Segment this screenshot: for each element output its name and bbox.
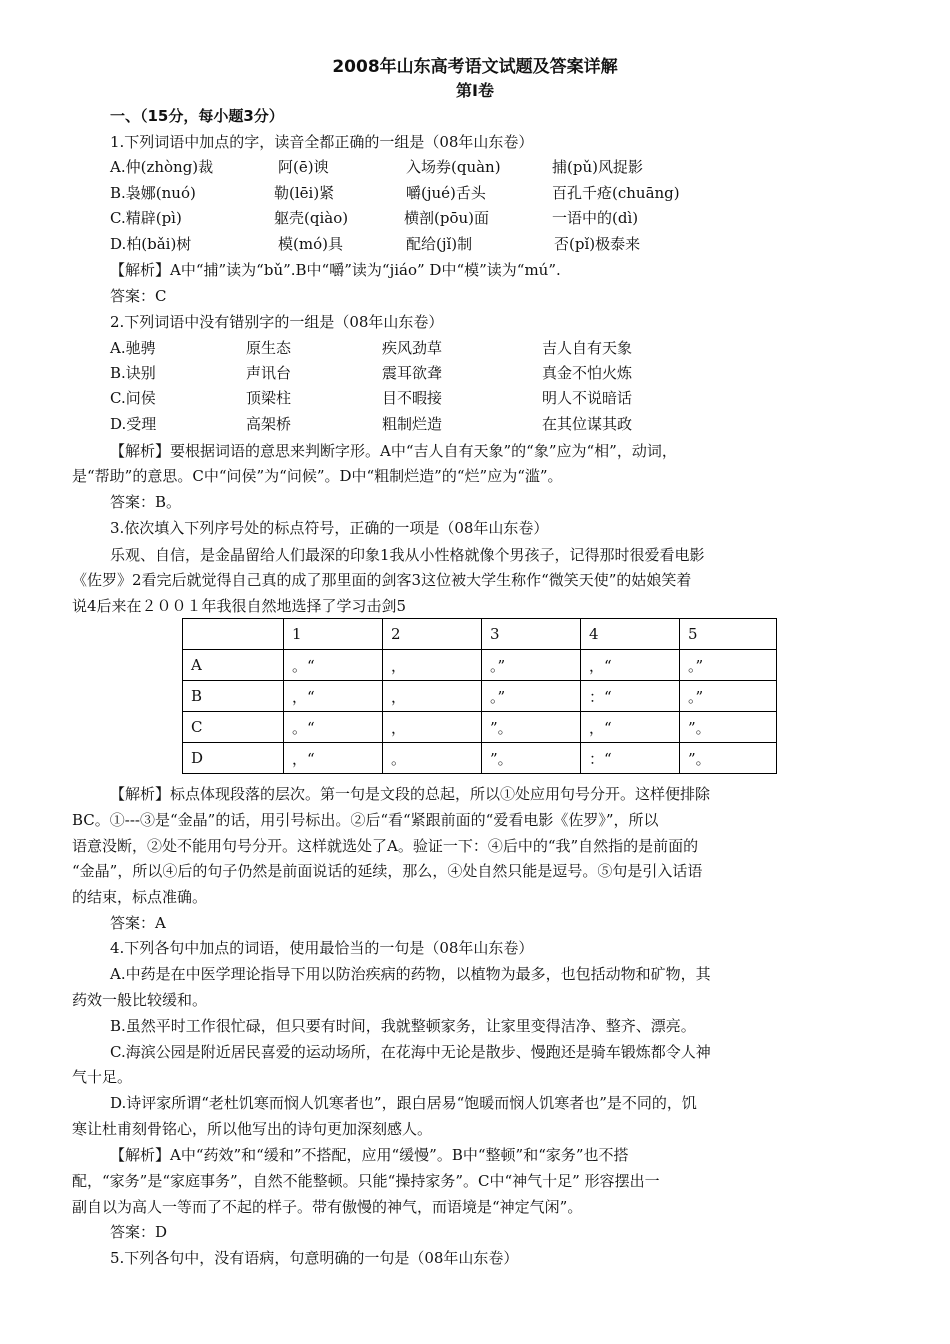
q1-option-c [110,208,638,228]
q1-answer: 答案：C [110,287,167,305]
table-cell: B [183,681,284,712]
document-title: 2008年山东高考语文试题及答案详解 [332,57,618,77]
table-cell: D [183,743,284,774]
table-row [183,650,777,681]
table-header-cell: 4 [581,619,680,650]
table-cell: ：“ [581,743,680,774]
q2-b-2: 声讯台 [246,364,292,382]
table-header-cell: 5 [680,619,777,650]
q1-d-4: 否(pǐ)极泰来 [554,235,641,253]
q1-c-1: C.精辟(pì) [110,209,182,227]
q2-stem: 2.下列词语中没有错别字的一组是（08年山东卷） [110,313,444,331]
table-header-row [183,619,777,650]
q4-option-d-line-2: 寒让杜甫刻骨铭心，所以他写出的诗句更加深刻感人。 [72,1120,433,1138]
table-cell: 。 [383,743,482,774]
q3-passage-line-3: 说4后来在２００１年我很自然地选择了学习击剑5 [72,597,407,615]
q4-option-a-line-1: A.中药是在中医学理论指导下用以防治疾病的药物，以植物为最多，也包括动物和矿物，其 [110,965,711,983]
table-header-cell: 2 [383,619,482,650]
q2-c-1: C.问侯 [110,389,156,407]
table-cell: 。” [680,681,777,712]
q1-a-4: 捕(pǔ)风捉影 [552,158,643,176]
q4-analysis-line-3: 副自以为高人一等而了不起的样子。带有傲慢的神气，而语境是“神定气闲”。 [72,1198,583,1216]
table-cell: ：“ [581,681,680,712]
q2-d-3: 粗制烂造 [382,415,443,433]
q1-analysis: 【解析】A中“捕”读为“bǔ”.B中“嚼”读为“jiáo” D中“模”读为“mú”. [110,261,561,279]
q2-b-1: B.诀别 [110,364,156,382]
table-cell: ”。 [680,712,777,743]
q2-a-1: A.驰骋 [110,339,156,357]
table-cell: 。” [680,650,777,681]
q2-option-c [110,388,632,408]
table-cell: 。“ [284,712,383,743]
q2-answer: 答案：B。 [110,493,182,511]
q1-d-1: D.柏(bǎi)树 [110,235,192,253]
q4-option-c-line-1: C.海滨公园是附近居民喜爱的运动场所，在花海中无论是散步、慢跑还是骑车锻炼都令人神 [110,1043,711,1061]
table-cell: ， [383,681,482,712]
table-header-cell: 1 [284,619,383,650]
q5-stem: 5.下列各句中，没有语病，句意明确的一句是（08年山东卷） [110,1249,519,1267]
table-cell: ”。 [680,743,777,774]
table-row [183,712,777,743]
q4-option-b: B.虽然平时工作很忙碌，但只要有时间，我就整顿家务，让家里变得洁净、整齐、漂亮。 [110,1017,696,1035]
q1-b-1: B.袅娜(nuó) [110,184,196,202]
table-cell: ，“ [581,650,680,681]
table-cell: ”。 [482,712,581,743]
q1-b-3: 嚼(jué)舌头 [406,184,486,202]
q1-option-a [110,157,643,177]
q4-analysis-line-1: 【解析】A中“药效”和“缓和”不搭配，应用“缓慢”。B中“整顿”和“家务”也不搭 [110,1146,629,1164]
q4-analysis-line-2: 配，“家务”是“家庭事务”，自然不能整顿。只能“操持家务”。C中“神气十足” 形容摆出一 [72,1172,660,1190]
q1-c-4: 一语中的(dì) [552,209,639,227]
table-cell: A [183,650,284,681]
q1-c-3: 横剖(pōu)面 [404,209,489,227]
q2-d-2: 高架桥 [246,415,292,433]
table-cell: 。” [482,650,581,681]
q1-a-2: 阿(ē)谀 [278,158,329,176]
table-cell: ， [383,712,482,743]
q4-option-c-line-2: 气十足。 [72,1068,133,1086]
table-cell: 。” [482,681,581,712]
q3-analysis-line-2: BC。①---③是“金晶”的话，用引号标出。②后“看“紧跟前面的“爱看电影《佐罗》”，所以 [72,811,659,829]
q1-b-4: 百孔千疮(chuāng) [552,184,680,202]
q1-c-2: 躯壳(qiào) [274,209,349,227]
q2-d-1: D.受理 [110,415,157,433]
table-header-cell [183,619,284,650]
q3-analysis-line-3: 语意没断，②处不能用句号分开。这样就选处了A。验证一下：④后中的“我”自然指的是前面的 [72,837,699,855]
table-cell: ”。 [482,743,581,774]
table-cell: 。“ [284,650,383,681]
q3-analysis-line-5: 的结束，标点准确。 [72,888,208,906]
q1-a-1: A.仲(zhòng)裁 [110,158,214,176]
q2-b-3: 震耳欲聋 [382,364,443,382]
q3-answer: 答案：A [110,914,166,932]
q4-stem: 4.下列各句中加点的词语，使用最恰当的一句是（08年山东卷） [110,939,534,957]
q2-a-3: 疾风劲草 [382,339,443,357]
q2-option-d [110,414,632,434]
q1-option-d [110,234,640,254]
q1-b-2: 勒(lēi)紧 [274,184,335,202]
q3-passage-line-2: 《佐罗》2看完后就觉得自己真的成了那里面的剑客3这位被大学生称作“微笑天使”的姑娘笑着 [72,571,692,589]
q2-analysis-line-1: 【解析】要根据词语的意思来判断字形。A中“吉人自有天象”的“象”应为“相”，动词， [110,442,677,460]
table-row [183,681,777,712]
q1-d-2: 模(mó)具 [278,235,343,253]
q2-a-4: 吉人自有天象 [542,339,633,357]
q3-analysis-line-4: “金晶”，所以④后的句子仍然是前面说话的延续，那么，④处自然只能是逗号。⑤句是引入话语 [72,862,703,880]
q2-c-2: 顶梁柱 [246,389,292,407]
q4-option-d-line-1: D.诗评家所谓“老杜饥寒而悯人饥寒者也”，跟白居易“饱暖而悯人饥寒者也”是不同的，饥 [110,1094,697,1112]
q1-stem: 1.下列词语中加点的字，读音全都正确的一组是（08年山东卷） [110,133,534,151]
q1-a-3: 入场券(quàn) [406,158,501,176]
q4-option-a-line-2: 药效一般比较缓和。 [72,991,208,1009]
q2-a-2: 原生态 [246,339,292,357]
table-row [183,743,777,774]
q2-b-4: 真金不怕火炼 [542,364,633,382]
q1-d-3: 配给(jǐ)制 [406,235,473,253]
q2-analysis-line-2: 是“帮助”的意思。C中“问侯”为“问候”。D中“粗制烂造”的“烂”应为“滥”。 [72,467,563,485]
q3-options-table [182,618,777,774]
table-cell: C [183,712,284,743]
section-heading: 一、（15分，每小题3分） [110,107,284,125]
q1-option-b [110,183,680,203]
q2-option-b [110,363,632,383]
q4-answer: 答案：D [110,1223,168,1241]
table-cell: ，“ [284,743,383,774]
q2-d-4: 在其位谋其政 [542,415,633,433]
document-subtitle: 第Ⅰ卷 [456,81,494,100]
table-cell: ， [383,650,482,681]
q2-c-3: 目不暇接 [382,389,443,407]
table-cell: ，“ [284,681,383,712]
q3-passage-line-1: 乐观、自信，是金晶留给人们最深的印象1我从小性格就像个男孩子，记得那时很爱看电影 [110,546,705,564]
q3-stem: 3.依次填入下列序号处的标点符号，正确的一项是（08年山东卷） [110,519,549,537]
q2-c-4: 明人不说暗话 [542,389,633,407]
table-header-cell: 3 [482,619,581,650]
q2-option-a [110,338,632,358]
q3-analysis-line-1: 【解析】标点体现段落的层次。第一句是文段的总起，所以①处应用句号分开。这样便排除 [110,785,711,803]
table-cell: ，“ [581,712,680,743]
